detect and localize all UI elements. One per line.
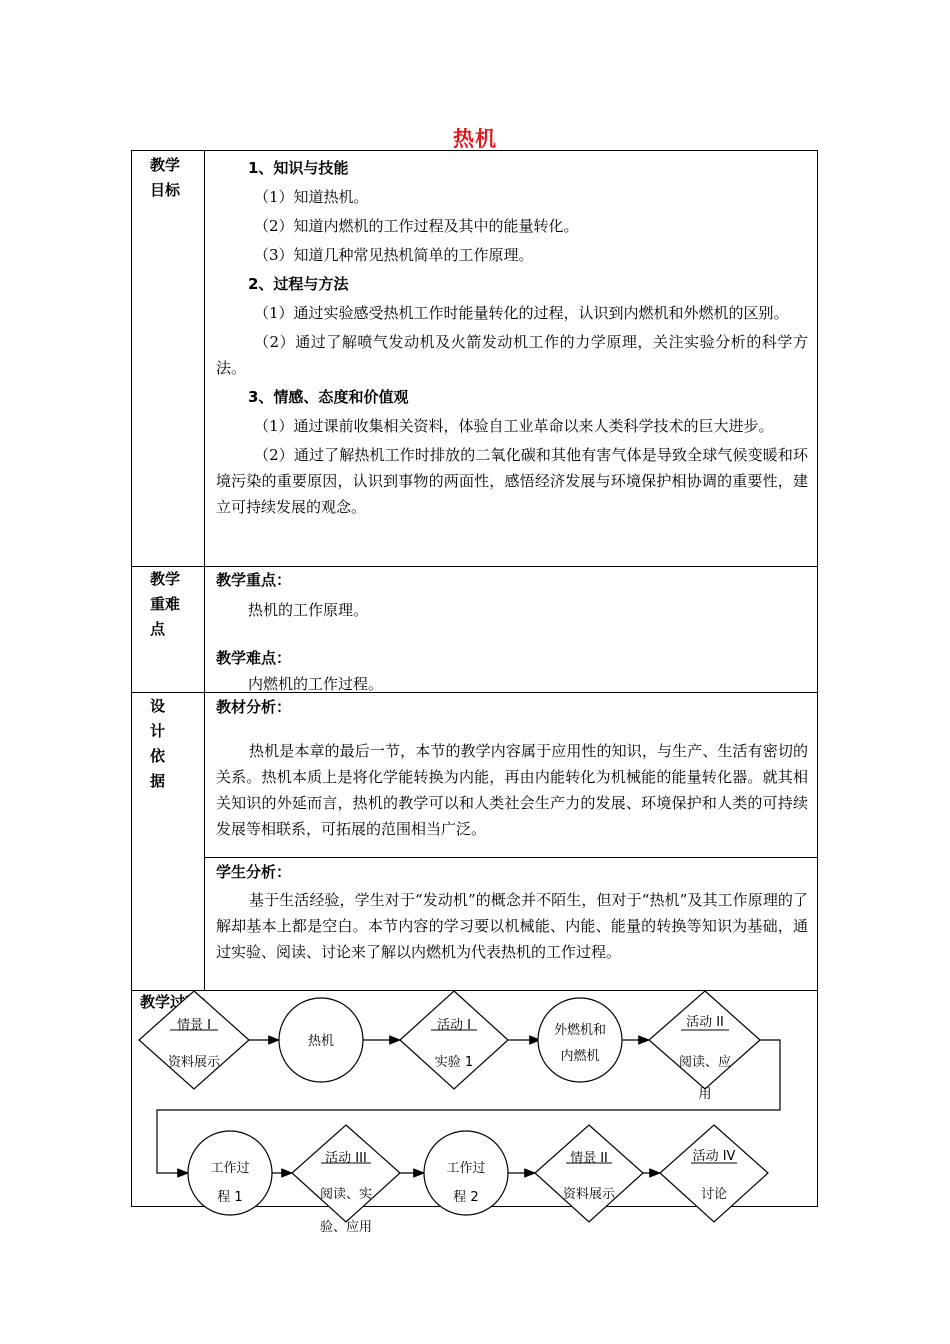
node-label: 工作过 bbox=[210, 1161, 250, 1176]
basis-label: 设 计 依 据 bbox=[150, 697, 166, 790]
node-label: 活动 II bbox=[686, 1015, 724, 1030]
flow-diamond bbox=[535, 1125, 643, 1222]
focus-title: 教学重点： bbox=[216, 571, 292, 589]
goal-item: （3）知道几种常见热机简单的工作原理。 bbox=[254, 246, 534, 264]
keypoints-label: 教学 重难 点 bbox=[150, 570, 181, 638]
focus-text: 热机的工作原理。 bbox=[248, 601, 369, 619]
node-label: 外燃机和 bbox=[553, 1023, 607, 1038]
node-label: 验、应用 bbox=[319, 1220, 373, 1235]
node-label: 情景 I bbox=[177, 1018, 211, 1033]
difficulty-title: 教学难点： bbox=[216, 649, 292, 667]
goal-item: （2）知道内燃机的工作过程及其中的能量转化。 bbox=[254, 217, 579, 235]
node-label: 活动 I bbox=[437, 1018, 471, 1033]
node-label: 情景 II bbox=[570, 1151, 608, 1166]
node-label: 活动 IV bbox=[692, 1149, 736, 1164]
node-label: 活动 III bbox=[325, 1151, 367, 1166]
section-heading: 2、过程与方法 bbox=[248, 275, 349, 293]
node-label: 资料展示 bbox=[562, 1187, 616, 1202]
goals-label: 教学 目标 bbox=[150, 156, 181, 199]
student-text: 基于生活经验，学生对于“发动机”的概念并不陌生，但对于“热机”及其工作原理的了解却基本上都是空白。本节内容的学习要以机械能、内能、能量的转换等知识为基础，通过实验、阅读、讨论来了解以内燃机为代表热机的工作过程。 bbox=[216, 891, 808, 961]
process-label: 教学过程： bbox=[140, 993, 216, 1011]
node-label: 程 2 bbox=[453, 1190, 479, 1205]
flow-circle bbox=[538, 998, 622, 1082]
page-title: 热机 bbox=[453, 127, 497, 151]
node-label: 阅读、实 bbox=[319, 1187, 373, 1202]
node-label: 热机 bbox=[307, 1034, 335, 1049]
node-label: 实验 1 bbox=[434, 1055, 474, 1070]
flow-diamond bbox=[660, 1125, 768, 1222]
difficulty-text: 内燃机的工作过程。 bbox=[248, 675, 384, 693]
flow-diamond bbox=[139, 991, 249, 1089]
node-label: 用 bbox=[698, 1087, 712, 1102]
goal-item: （2）通过了解热机工作时排放的二氧化碳和其他有害气体是导致全球气候变暖和环境污染的重要原因，认识到事物的两面性，感悟经济发展与环境保护相协调的重要性，建立可持续发展的观念。 bbox=[216, 446, 808, 516]
section-heading: 1、知识与技能 bbox=[248, 159, 349, 177]
node-label: 程 1 bbox=[217, 1190, 243, 1205]
node-label: 内燃机 bbox=[560, 1049, 600, 1064]
student-title: 学生分析： bbox=[216, 863, 292, 881]
goal-item: （1）通过实验感受热机工作时能量转化的过程，认识到内燃机和外燃机的区别。 bbox=[254, 304, 789, 322]
node-label: 工作过 bbox=[446, 1161, 486, 1176]
flow-diamond bbox=[649, 991, 760, 1089]
goal-item: （2）通过了解喷气发动机及火箭发动机工作的力学原理，关注实验分析的科学方法。 bbox=[216, 333, 808, 377]
flow-diamond bbox=[292, 1125, 400, 1222]
goal-item: （1）通过课前收集相关资料，体验自工业革命以来人类科学技术的巨大进步。 bbox=[254, 417, 774, 435]
goal-item: （1）知道热机。 bbox=[254, 188, 369, 206]
flow-diamond bbox=[400, 991, 508, 1089]
section-heading: 3、情感、态度和价值观 bbox=[248, 388, 409, 406]
node-label: 阅读、应 bbox=[678, 1055, 732, 1070]
node-label: 资料展示 bbox=[167, 1055, 221, 1070]
node-label: 讨论 bbox=[700, 1187, 728, 1202]
material-title: 教材分析： bbox=[216, 698, 292, 716]
material-text: 热机是本章的最后一节，本节的教学内容属于应用性的知识，与生产、生活有密切的关系。热机本质上是将化学能转换为内能，再由内能转化为机械能的能量转化器。就其相关知识的外延而言，热机的教学可以和人类社会生产力的发展、环境保护和人类的可持续发展等相联系，可拓展的范围相当广泛。 bbox=[216, 742, 808, 838]
